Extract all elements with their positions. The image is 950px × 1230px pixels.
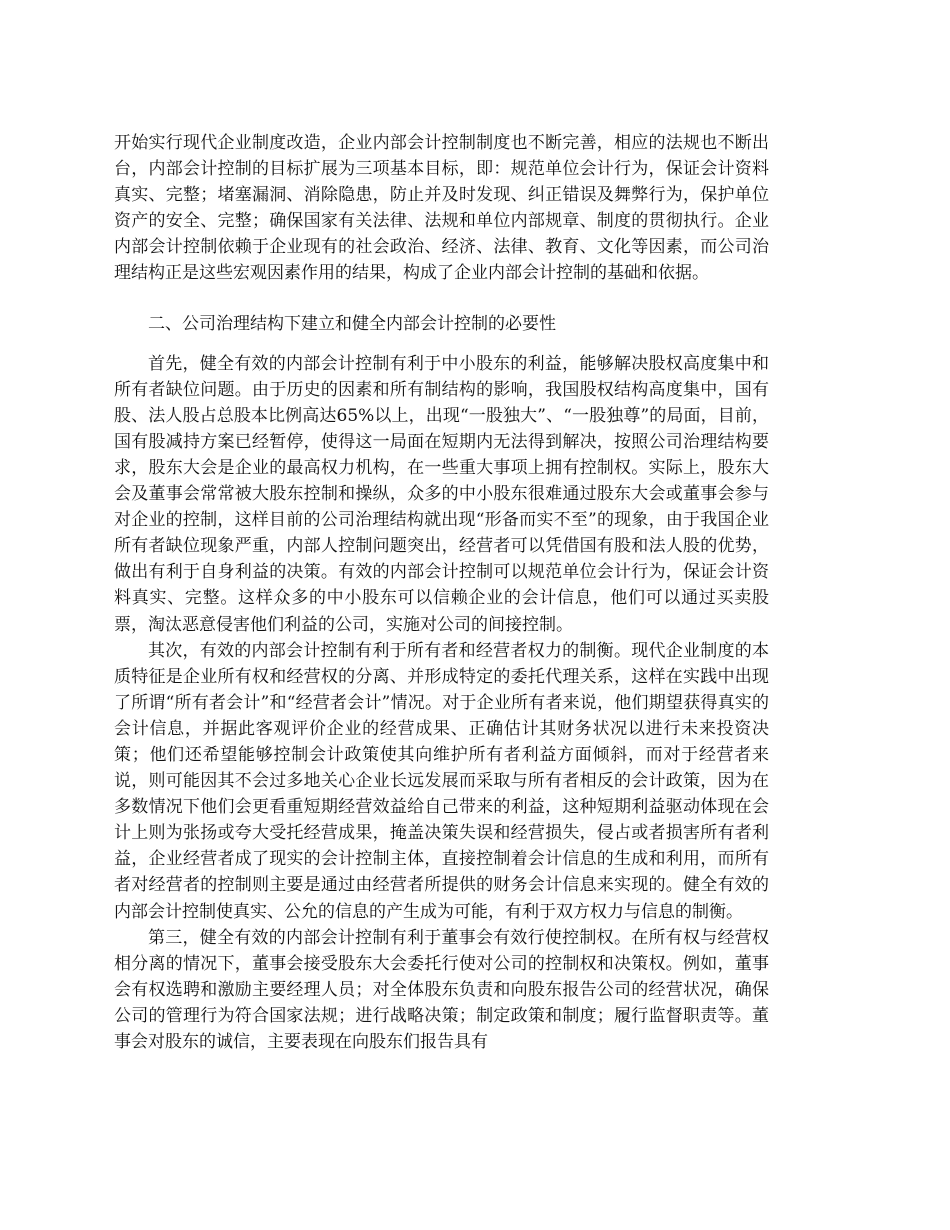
body-paragraph-3: 第三，健全有效的内部会计控制有利于董事会有效行使控制权。在所有权与经营权相分离的情况下，董事会接受股东大会委托行使对公司的控制权和决策权。例如，董事会有权选聘和激励主要经理人员；对全体股东负责和向股东报告公司的经营状况，确保公司的管理行为符合国家法规；进行战略决策；制定政策和制度；履行监督职责等。董事会对股东的诚信，主要表现在向股东们报告具有 — [114, 927, 769, 1052]
section-heading: 二、公司治理结构下建立和健全内部会计控制的必要性 — [148, 313, 556, 334]
body-paragraph-1: 首先，健全有效的内部会计控制有利于中小股东的利益，能够解决股权高度集中和所有者缺位问题。由于历史的因素和所有制结构的影响，我国股权结构高度集中，国有股、法人股占总股本比例高达65%以上，出现“一股独大”、“一股独尊”的局面，目前，国有股减持方案已经暂停，使得这一局面在短期内无法得到解决，按照公司治理结构要求，股东大会是企业的最高权力机构，在一些重大事项上拥有控制权。实际上，股东大会及董事会常常被大股东控制和操纵，众多的中小股东很难通过股东大会或董事会参与对企业的控制，这样目前的公司治理结构就出现“形备而实不至”的现象，由于我国企业所有者缺位现象严重，内部人控制问题突出，经营者可以凭借国有股和法人股的优势，做出有利于自身利益的决策。有效的内部会计控制可以规范单位会计行为，保证会计资料真实、完整。这样众多的中小股东可以信赖企业的会计信息，他们可以通过买卖股票，淘汰恶意侵害他们利益的公司，实施对公司的间接控制。 — [114, 353, 769, 635]
document-page — [114, 130, 769, 1055]
intro-paragraph: 开始实行现代企业制度改造，企业内部会计控制制度也不断完善，相应的法规也不断出台，内部会计控制的目标扩展为三项基本目标，即：规范单位会计行为，保证会计资料真实、完整；堵塞漏洞、消除隐患，防止并及时发现、纠正错误及舞弊行为，保护单位资产的安全、完整；确保国家有关法律、法规和单位内部规章、制度的贯彻执行。企业内部会计控制依赖于企业现有的社会政治、经济、法律、教育、文化等因素，而公司治理结构正是这些宏观因素作用的结果，构成了企业内部会计控制的基础和依据。 — [114, 133, 769, 284]
body-paragraph-2: 其次，有效的内部会计控制有利于所有者和经营者权力的制衡。现代企业制度的本质特征是企业所有权和经营权的分离、并形成特定的委托代理关系，这样在实践中出现了所谓“所有者会计”和“经营者会计”情况。对于企业所有者来说，他们期望获得真实的会计信息，并据此客观评价企业的经营成果、正确估计其财务状况以进行未来投资决策；他们还希望能够控制会计政策使其向维护所有者利益方面倾斜，而对于经营者来说，则可能因其不会过多地关心企业长远发展而采取与所有者相反的会计政策，因为在多数情况下他们会更看重短期经营效益给自己带来的利益，这种短期利益驱动体现在会计上则为张扬或夸大受托经营成果，掩盖决策失误和经营损失，侵占或者损害所有者利益，企业经营者成了现实的会计控制主体，直接控制着会计信息的生成和利用，而所有者对经营者的控制则主要是通过由经营者所提供的财务会计信息来实现的。健全有效的内部会计控制使真实、公允的信息的产生成为可能，有利于双方权力与信息的制衡。 — [114, 640, 769, 922]
